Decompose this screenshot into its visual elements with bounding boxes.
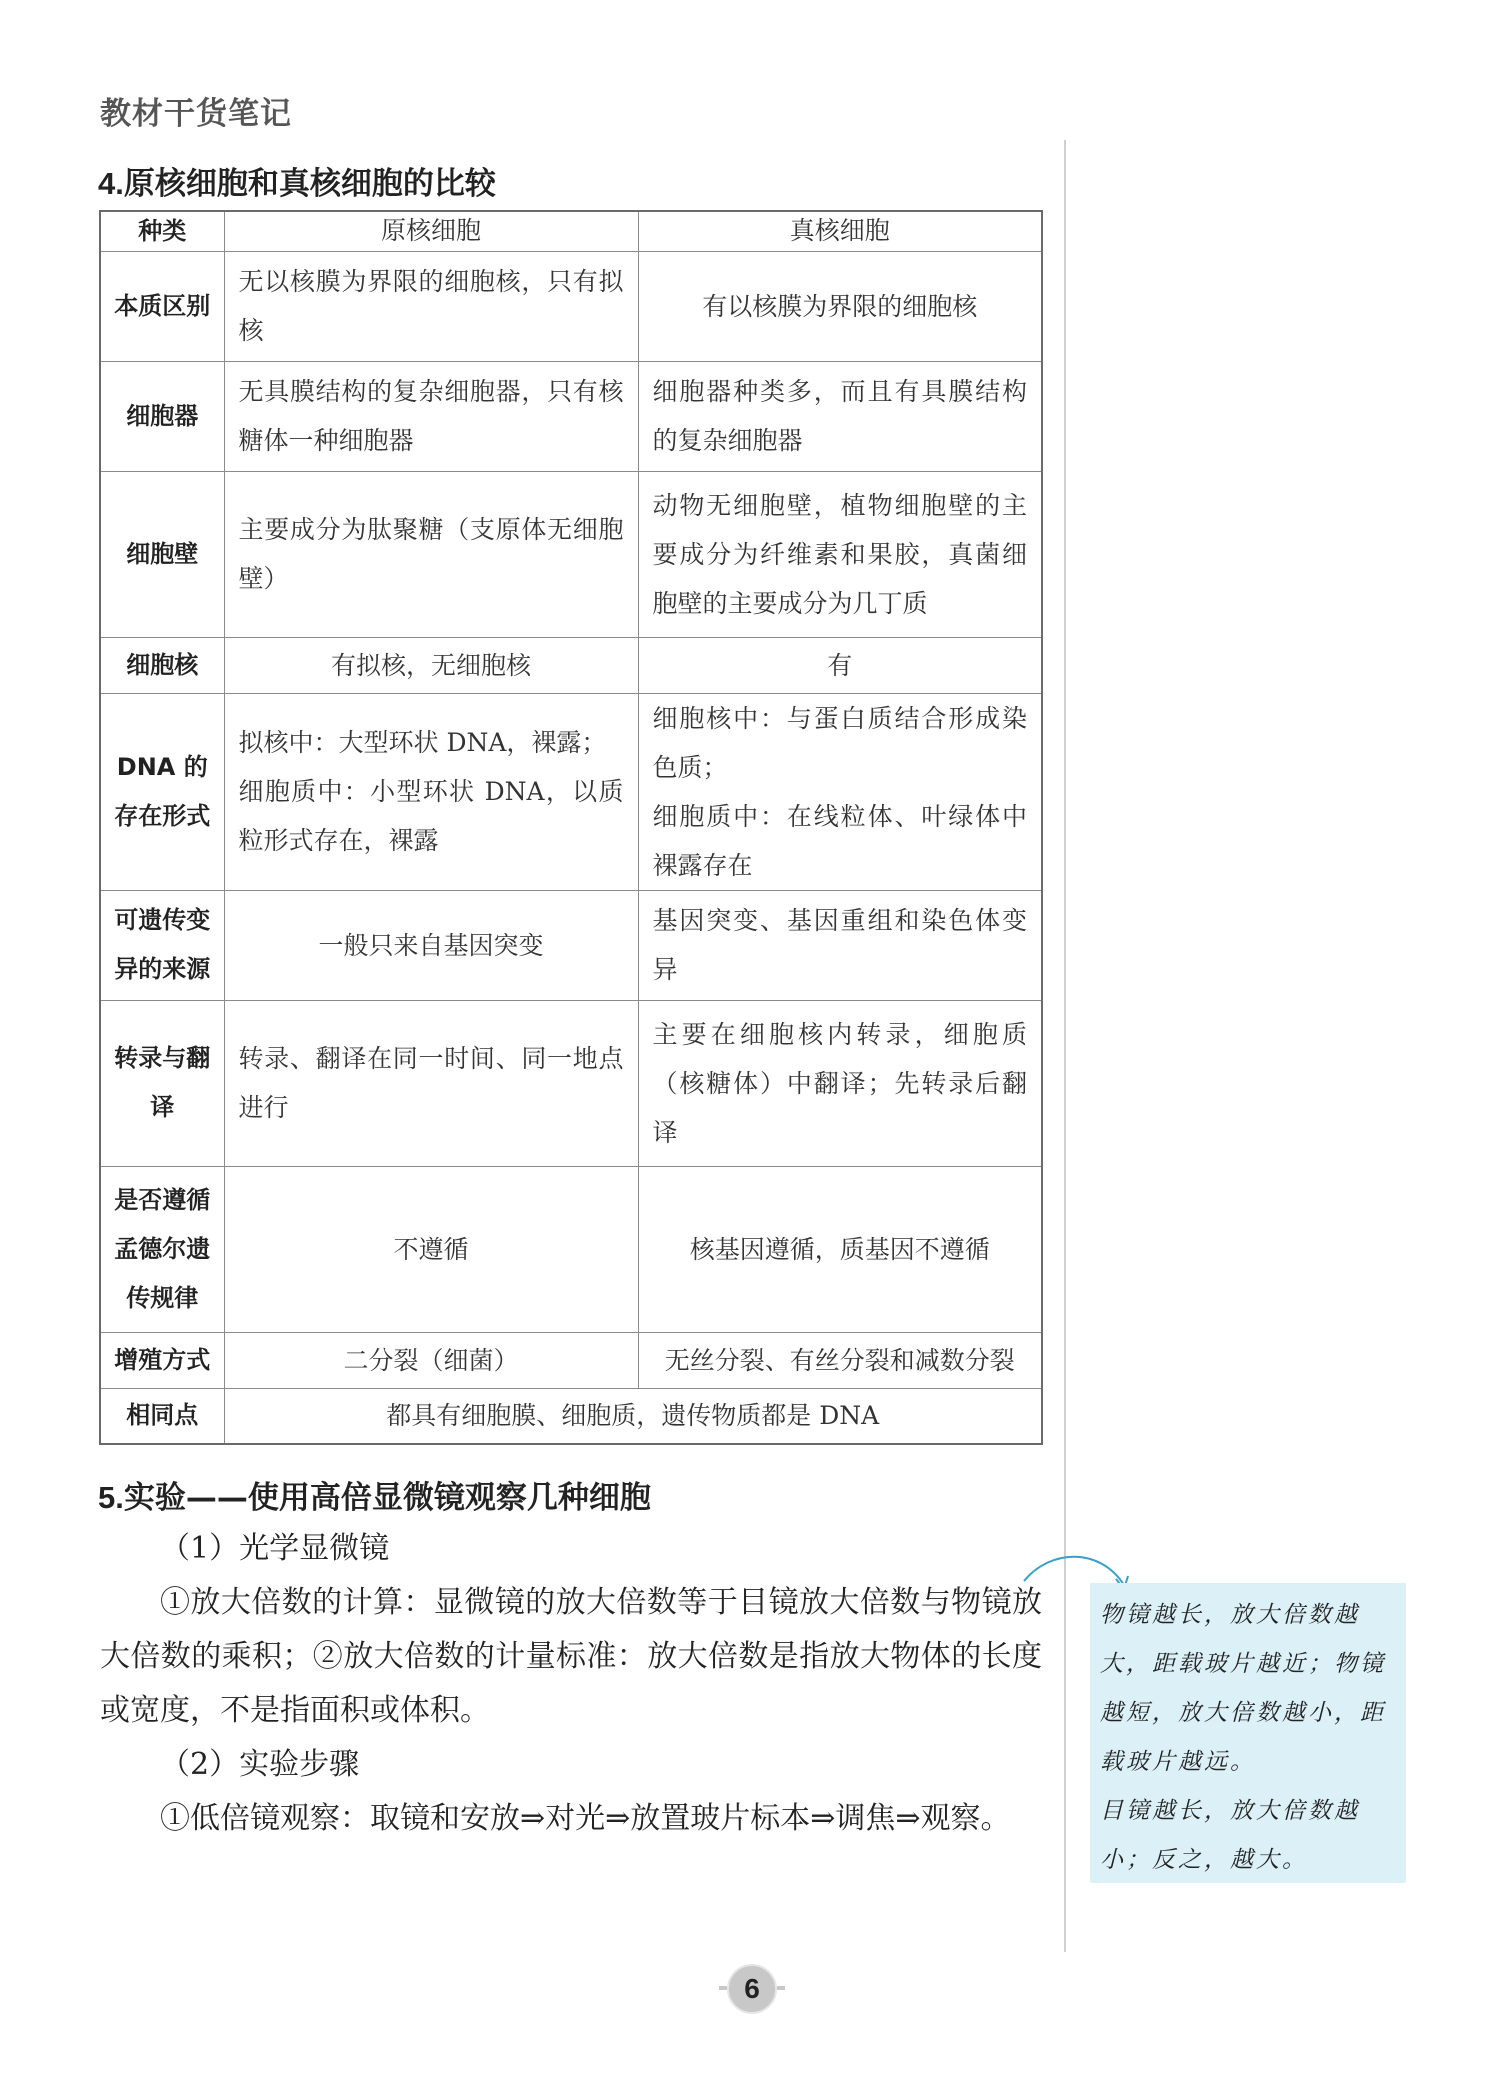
- row-label: 相同点: [100, 1388, 224, 1444]
- cell-eukaryote: [638, 693, 1042, 890]
- table-row: [100, 693, 1042, 890]
- row-label: 细胞器: [100, 361, 224, 471]
- cell-prokaryote: 二分裂（细菌）: [224, 1332, 638, 1388]
- table-row: [100, 1332, 1042, 1388]
- cell-prokaryote: 无以核膜为界限的细胞核，只有拟核: [224, 251, 638, 361]
- page-number: 6: [727, 1964, 777, 2014]
- header-prokaryote: 原核细胞: [224, 211, 638, 251]
- section-4-title: [98, 158, 496, 203]
- cell-line: 细胞质中：在线粒体、叶绿体中裸露存在: [652, 801, 1027, 880]
- cell-line: 拟核中：大型环状 DNA，裸露；: [238, 728, 607, 757]
- row-label: 细胞壁: [100, 471, 224, 637]
- page-number-tick-right: [777, 1986, 785, 1990]
- section-4-heading: 原核细胞和真核细胞的比较: [123, 166, 496, 202]
- cell-eukaryote: 无丝分裂、有丝分裂和减数分裂: [638, 1332, 1042, 1388]
- cell-prokaryote: [224, 693, 638, 890]
- paragraph-low-power: ①低倍镜观察：取镜和安放⇒对光⇒放置玻片标本⇒调焦⇒观察。: [160, 1801, 1011, 1836]
- page-number-tick-left: [719, 1986, 727, 1990]
- section-5-number: 5.: [98, 1480, 124, 1515]
- table-row: [100, 471, 1042, 637]
- cell-common: 都具有细胞膜、细胞质，遗传物质都是 DNA: [224, 1388, 1042, 1444]
- paragraph-magnification: ①放大倍数的计算：显微镜的放大倍数等于目镜放大倍数与物镜放大倍数的乘积；②放大倍数的计量标准：放大倍数是指放大物体的长度或宽度，不是指面积或体积。: [100, 1585, 1042, 1728]
- cell-prokaryote: 不遵循: [224, 1166, 638, 1332]
- page-header-title: 教材干货笔记: [100, 96, 292, 132]
- cell-eukaryote: 有: [638, 637, 1042, 693]
- cell-eukaryote: 基因突变、基因重组和染色体变异: [638, 890, 1042, 1000]
- subheading-microscope: （1）光学显微镜: [160, 1531, 390, 1566]
- cell-eukaryote: 核基因遵循，质基因不遵循: [638, 1166, 1042, 1332]
- header-eukaryote: 真核细胞: [638, 211, 1042, 251]
- cell-line: 细胞核中：与蛋白质结合形成染色质；: [652, 703, 1027, 782]
- section-5-body: [100, 1522, 1042, 1846]
- section-4-number: 4.: [98, 166, 124, 201]
- margin-divider: [1064, 140, 1066, 1952]
- row-label: 可遗传变异的来源: [100, 890, 224, 1000]
- cell-prokaryote: 一般只来自基因突变: [224, 890, 638, 1000]
- row-label: DNA 的存在形式: [100, 693, 224, 890]
- table-row: [100, 1000, 1042, 1166]
- margin-note: [1090, 1583, 1406, 1883]
- subheading-steps: （2）实验步骤: [160, 1747, 360, 1782]
- cell-eukaryote: 主要在细胞核内转录，细胞质（核糖体）中翻译；先转录后翻译: [638, 1000, 1042, 1166]
- row-label: 转录与翻译: [100, 1000, 224, 1166]
- note-objective: 物镜越长，放大倍数越大，距载玻片越近；物镜越短，放大倍数越小，距载玻片越远。: [1100, 1602, 1386, 1775]
- table-row: [100, 637, 1042, 693]
- section-5-heading: 实验——使用高倍显微镜观察几种细胞: [123, 1480, 651, 1516]
- cell-line: 细胞质中：小型环状 DNA，以质粒形式存在，裸露: [238, 777, 624, 855]
- table-row: [100, 890, 1042, 1000]
- table-row: [100, 251, 1042, 361]
- table-row: [100, 1388, 1042, 1444]
- row-label: 是否遵循孟德尔遗传规律: [100, 1166, 224, 1332]
- table-row: [100, 361, 1042, 471]
- header-category: 种类: [100, 211, 224, 251]
- cell-eukaryote: 动物无细胞壁，植物细胞壁的主要成分为纤维素和果胶，真菌细胞壁的主要成分为几丁质: [638, 471, 1042, 637]
- cell-eukaryote: 细胞器种类多，而且有具膜结构的复杂细胞器: [638, 361, 1042, 471]
- page-number-badge: [719, 1964, 785, 2020]
- cell-prokaryote: 主要成分为肽聚糖（支原体无细胞壁）: [224, 471, 638, 637]
- row-label: 细胞核: [100, 637, 224, 693]
- section-5-title: [98, 1472, 651, 1517]
- cell-eukaryote: 有以核膜为界限的细胞核: [638, 251, 1042, 361]
- note-eyepiece: 目镜越长，放大倍数越小；反之，越大。: [1100, 1798, 1360, 1873]
- table-row: [100, 1166, 1042, 1332]
- cell-prokaryote: 无具膜结构的复杂细胞器，只有核糖体一种细胞器: [224, 361, 638, 471]
- cell-prokaryote: 有拟核，无细胞核: [224, 637, 638, 693]
- row-label: 增殖方式: [100, 1332, 224, 1388]
- table-header-row: [100, 211, 1042, 251]
- row-label: 本质区别: [100, 251, 224, 361]
- cell-prokaryote: 转录、翻译在同一时间、同一地点进行: [224, 1000, 638, 1166]
- comparison-table: [99, 210, 1043, 1445]
